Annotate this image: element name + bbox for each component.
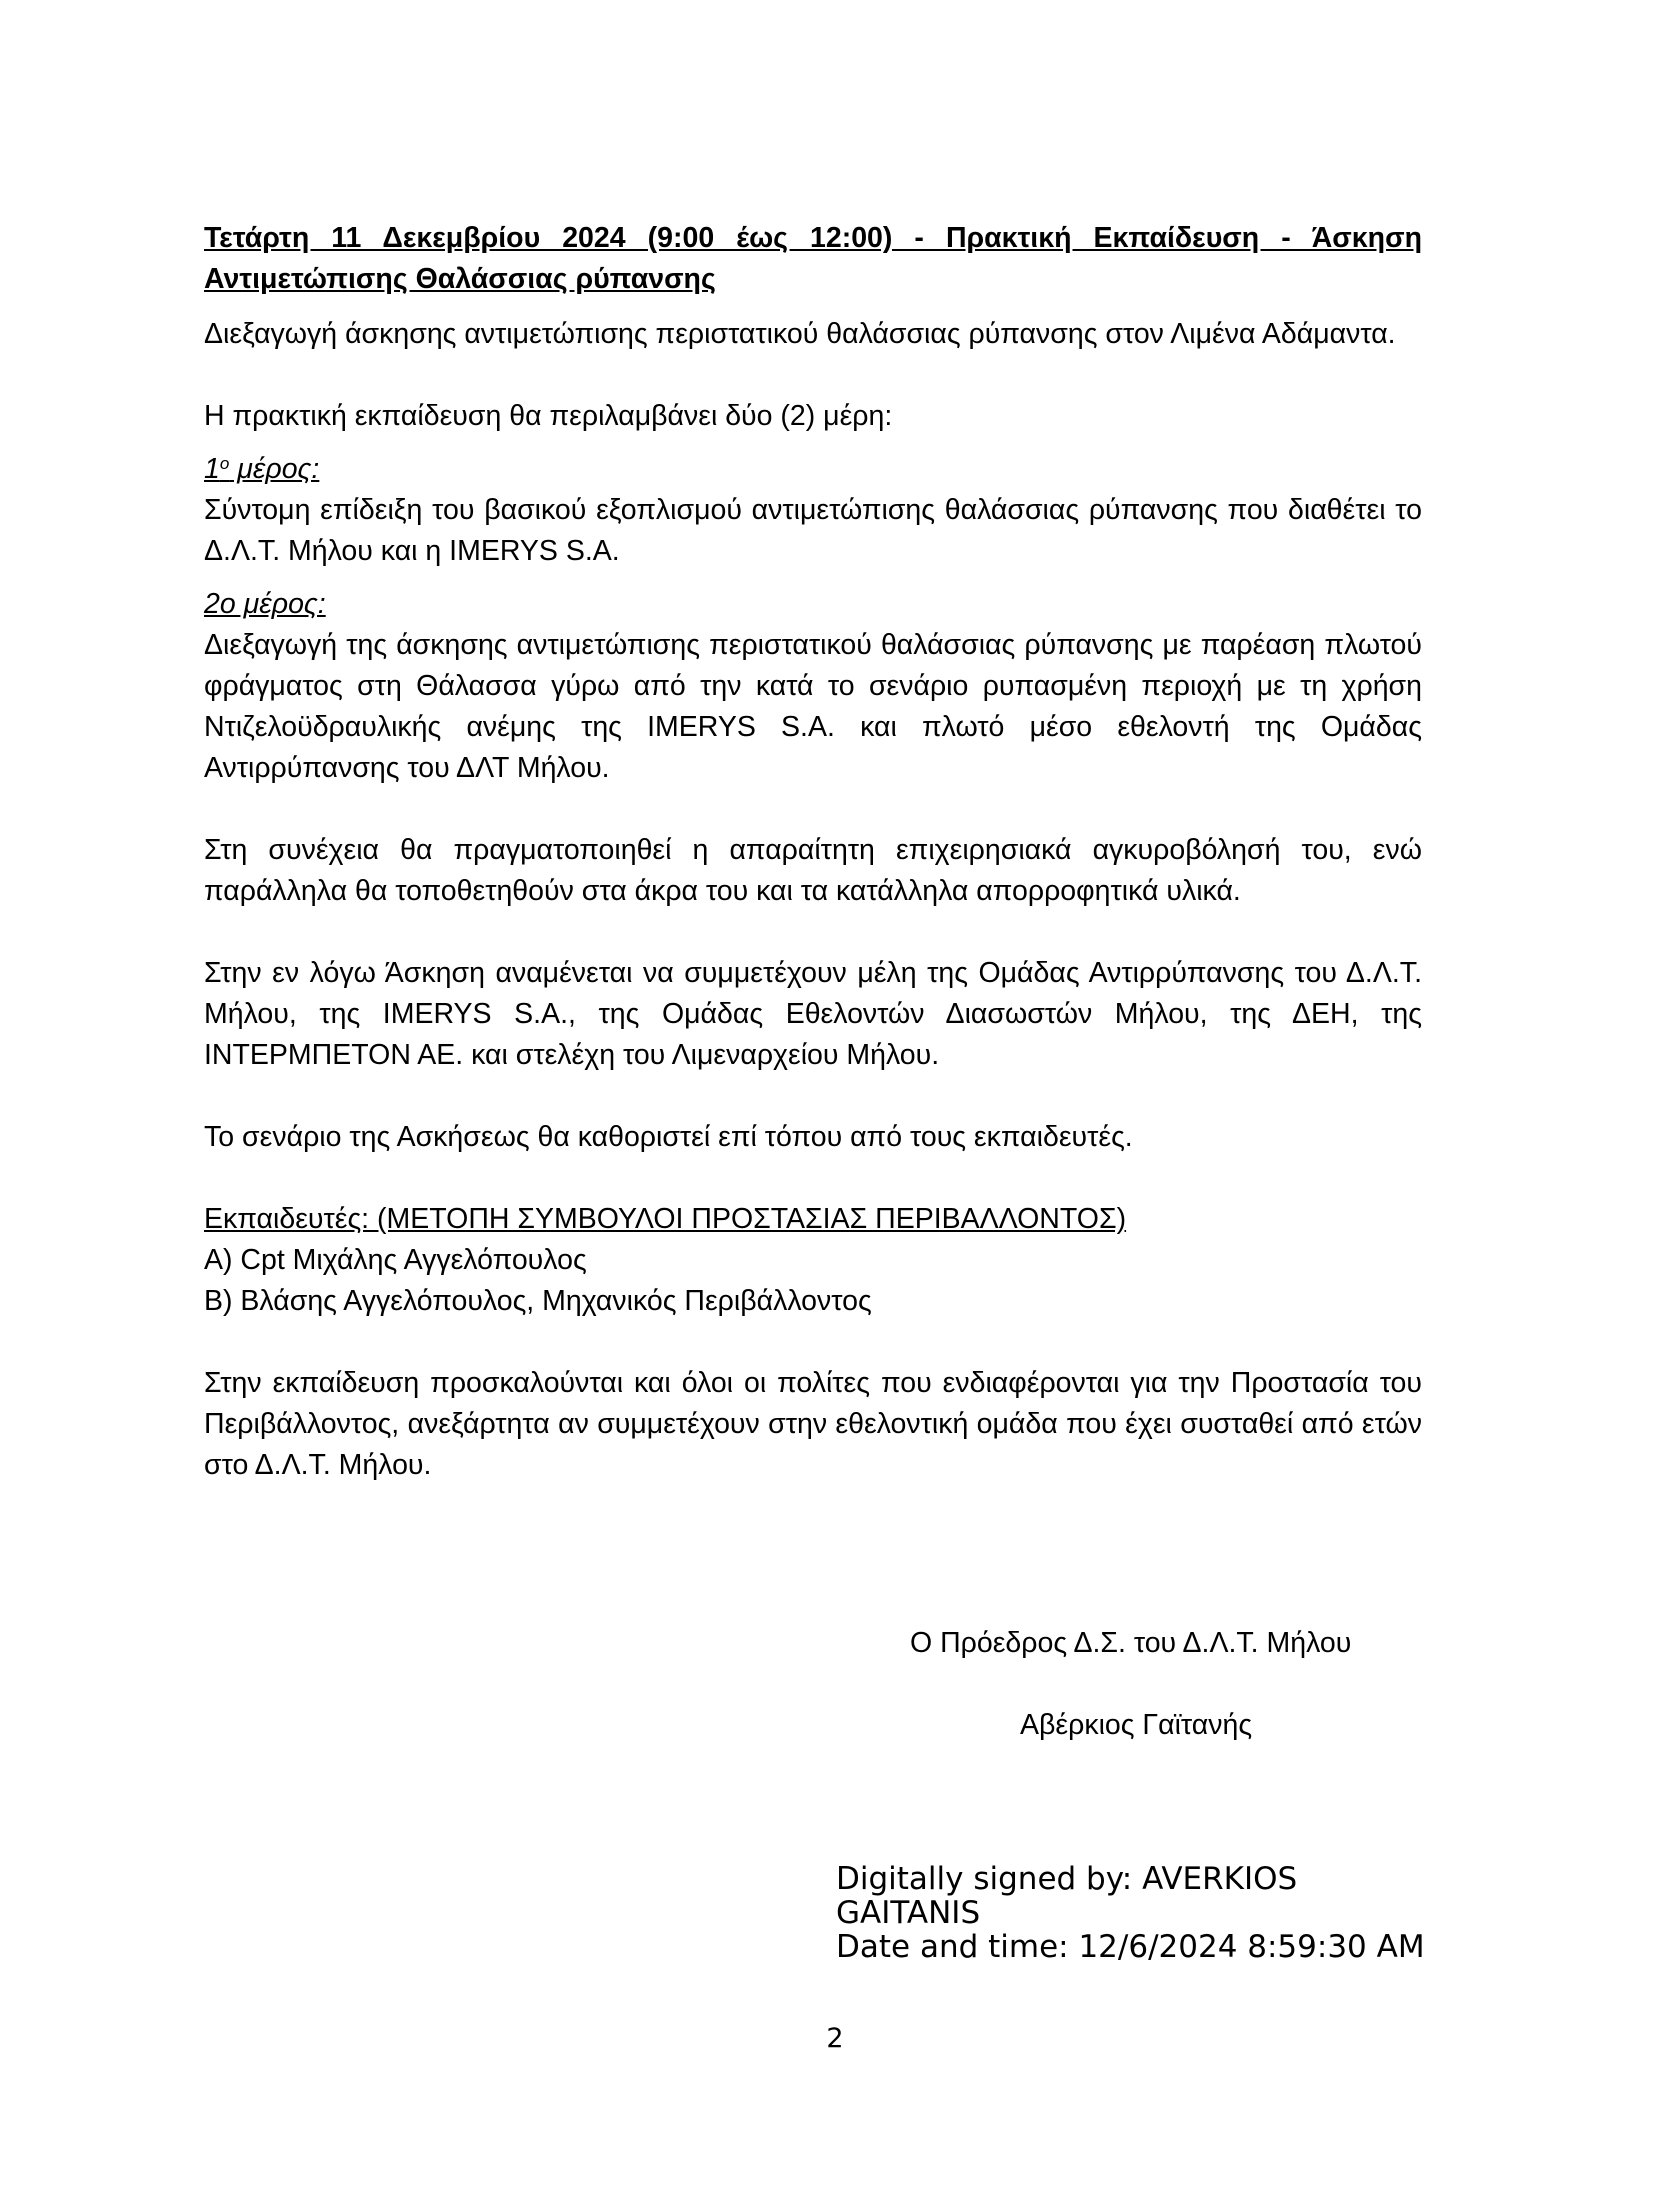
part2-text: Διεξαγωγή της άσκησης αντιμετώπισης περιστατικού θαλάσσιας ρύπανσης με παρέαση πλωτού φράγματος στη Θάλασσα γύρω από την κατά το σενάριο ρυπασμένη περιοχή με τη χρήση Ντιζελοϋδραυλικής ανέμης της IMERYS S.A. και πλωτό μέσο εθελοντή της Ομάδας Αντιρρύπανσης του ΔΛΤ Μήλου. [204, 629, 1422, 784]
trainer-a: Α) Cpt Μιχάλης Αγγελόπουλος [204, 1244, 587, 1276]
parts-intro: Η πρακτική εκπαίδευση θα περιλαμβάνει δύο (2) μέρη: [204, 400, 893, 432]
intro-paragraph: Διεξαγωγή άσκησης αντιμετώπισης περιστατικού θαλάσσιας ρύπανσης στον Λιμένα Αδάμαντα. [204, 318, 1396, 350]
digital-signature-line-3: Date and time: 12/6/2024 8:59:30 AM [836, 1929, 1425, 1965]
document-body [204, 218, 1422, 1486]
part2-heading: 2ο μέρος: [204, 588, 326, 620]
digital-signature-block [836, 1862, 1425, 1964]
trainers-heading: Εκπαιδευτές: (ΜΕΤΟΠΗ ΣΥΜΒΟΥΛΟΙ ΠΡΟΣΤΑΣΙΑΣ ΠΕΡΙΒΑΛΛΟΝΤΟΣ) [204, 1203, 1127, 1235]
invitation-paragraph: Στην εκπαίδευση προσκαλούνται και όλοι οι πολίτες που ενδιαφέρονται για την Προστασία του Περιβάλλοντος, ανεξάρτητα αν συμμετέχουν στην εθελοντική ομάδα που έχει συσταθεί από ετών στο Δ.Λ.Τ. Μήλου. [204, 1367, 1422, 1481]
section-title: Τετάρτη 11 Δεκεμβρίου 2024 (9:00 έως 12:00) - Πρακτική Εκπαίδευση - Άσκηση Αντιμετώπισης Θαλάσσιας ρύπανσης [204, 222, 1422, 295]
anchoring-paragraph: Στη συνέχεια θα πραγματοποιηθεί η απαραίτητη επιχειρησιακά αγκυροβόλησή του, ενώ παράλληλα θα τοποθετηθούν στα άκρα του και τα κατάλληλα απορροφητικά υλικά. [204, 834, 1422, 907]
participants-paragraph: Στην εν λόγω Άσκηση αναμένεται να συμμετέχουν μέλη της Ομάδας Αντιρρύπανσης του Δ.Λ.Τ. Μήλου, της IMERYS S.A., της Ομάδας Εθελοντών Διασωστών Μήλου, της ΔΕΗ, της ΙΝΤΕΡΜΠΕΤΟΝ ΑΕ. και στελέχη του Λιμεναρχείου Μήλου. [204, 957, 1422, 1071]
signatory-name: Αβέρκιος Γαϊτανής [1020, 1709, 1253, 1741]
page-number: 2 [826, 2023, 844, 2054]
digital-signature-line-2: GAITANIS [836, 1895, 981, 1931]
part1-superscript: ο [219, 454, 230, 473]
signatory-role: Ο Πρόεδρος Δ.Σ. του Δ.Λ.Τ. Μήλου [910, 1627, 1352, 1659]
part1-heading [204, 449, 1422, 490]
digital-signature-line-1: Digitally signed by: AVERKIOS [836, 1861, 1298, 1897]
part1-heading-text: μέρος: [229, 453, 320, 485]
part1-number: 1 [204, 453, 220, 485]
scenario-paragraph: Το σενάριο της Ασκήσεως θα καθοριστεί επί τόπου από τους εκπαιδευτές. [204, 1121, 1133, 1153]
part1-text: Σύντομη επίδειξη του βασικού εξοπλισμού αντιμετώπισης θαλάσσιας ρύπανσης που διαθέτει το Δ.Λ.Τ. Μήλου και η IMERYS S.A. [204, 494, 1422, 567]
trainer-b: Β) Βλάσης Αγγελόπουλος, Μηχανικός Περιβάλλοντος [204, 1285, 872, 1317]
